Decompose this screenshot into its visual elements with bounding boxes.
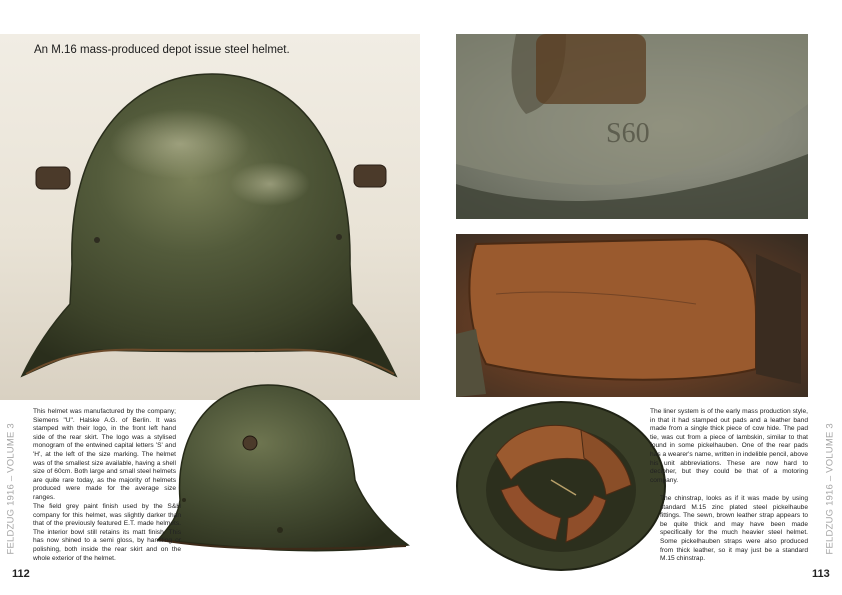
right-page-number: 113 — [812, 568, 830, 580]
left-page-number: 112 — [12, 568, 30, 580]
right-paragraph-2: The chinstrap, looks as if it was made by using standard M.15 zinc plated steel pickelhaube fittings. The sewn, brown leather strap appears to be quite thick and may have been made specifically for the much heavier steel helmet. Some pickelhauben straps were also produced from thick leather, so it may just be a standard M.15 chinstrap. — [660, 495, 808, 563]
left-paragraph-2: The field grey paint finish used by the S&H company for this helmet, was slightly darker than that of the previously featured E.T. made helmets. The interior bowl still retains its matt finish. This has now shined to a semi gloss, by handling or polishing, both inside the rear skirt and on the whole exterior of the helmet. — [33, 503, 181, 562]
helmet-interior-illustration — [456, 400, 671, 572]
liner-pad-illustration — [456, 234, 808, 397]
main-photo-caption: An M.16 mass-produced depot issue steel helmet. — [34, 44, 290, 56]
helmet-interior-photo — [456, 400, 671, 572]
svg-text:S60: S60 — [606, 118, 650, 149]
liner-pad-photo — [456, 234, 808, 397]
left-paragraph-1: This helmet was manufactured by the company; Siemens "U". Halske A.G. of Berlin. It was stamped with their logo, in the front left hand side of the rear skirt. The logo was a stylised monogram of the entwined capital letters 'S' and 'H', at the left of the size marking. The helmet was of the smallest size available, having a shell size of 60cm. Both large and small steel helmets are quite rare today, as the majority of helmets produced were made for the average size ranges. — [33, 408, 176, 501]
right-spine-title: FELDZUG 1916 – VOLUME 3 — [824, 423, 836, 555]
stamp-detail-photo — [456, 34, 808, 219]
stamp-detail-illustration — [456, 34, 808, 219]
helmet-main-illustration — [0, 34, 420, 400]
right-paragraph-1: The liner system is of the early mass production style, in that it had stamped out pads and a leather band made from a single thick piece of cow hide. The pad tie, was cut from a piece of lambskin, similar to that found in some pickelhauben. One of the rear pads has a wearer's name, written in indelible pencil, above his unit abbreviations. These are now hard to decipher, but they could be that of a motoring company. — [650, 408, 808, 484]
helmet-side-photo — [150, 380, 412, 560]
left-spine-title: FELDZUG 1916 – VOLUME 3 — [5, 423, 17, 555]
helmet-main-photo — [0, 34, 420, 400]
helmet-side-illustration — [150, 380, 412, 560]
